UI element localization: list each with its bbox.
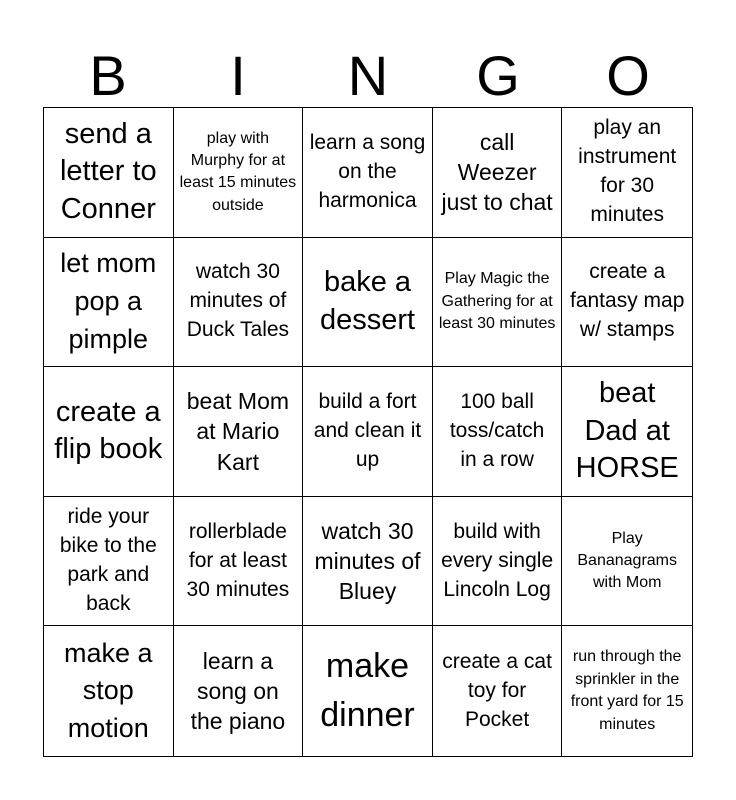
bingo-cell-text: beat Mom at Mario Kart <box>186 387 290 475</box>
bingo-cell-text: bake a dessert <box>319 266 416 336</box>
bingo-cell[interactable] <box>303 108 433 238</box>
bingo-cell[interactable] <box>174 238 304 368</box>
header-letter-b: B <box>89 44 127 107</box>
bingo-cell[interactable] <box>174 367 304 497</box>
bingo-cell[interactable] <box>44 108 174 238</box>
bingo-cell[interactable] <box>433 367 563 497</box>
bingo-cell-text: call Weezer just to chat <box>441 128 553 216</box>
bingo-header <box>43 44 693 108</box>
bingo-cell-text: Play Bananagrams with Mom <box>577 529 677 592</box>
bingo-cell[interactable] <box>303 367 433 497</box>
bingo-cell-text: 100 ball toss/catch in a row <box>449 390 545 471</box>
bingo-cell-text: create a cat toy for Pocket <box>442 649 552 731</box>
bingo-cell[interactable] <box>174 108 304 238</box>
bingo-cell-text: rollerblade for at least 30 minutes <box>186 519 290 601</box>
header-letter-i: I <box>230 44 246 107</box>
bingo-cell[interactable] <box>44 367 174 497</box>
bingo-cell-text: make a stop motion <box>64 637 153 744</box>
bingo-cell-text: create a flip book <box>54 395 163 466</box>
bingo-cell[interactable] <box>562 367 692 497</box>
bingo-cell-text: build with every single Lincoln Log <box>441 519 554 601</box>
bingo-cell[interactable] <box>303 626 433 756</box>
bingo-cell-text: let mom pop a pimple <box>60 248 157 354</box>
bingo-cell[interactable] <box>562 497 692 627</box>
bingo-cell-text: play with Murphy for at least 15 minutes outside <box>179 129 297 214</box>
bingo-cell-text: ride your bike to the park and back <box>59 505 157 616</box>
bingo-cell[interactable] <box>433 626 563 756</box>
bingo-cell-text: play an instrument for 30 minutes <box>578 116 677 227</box>
bingo-cell[interactable] <box>174 626 304 756</box>
bingo-cell[interactable] <box>44 238 174 368</box>
bingo-cell-text: beat Dad at HORSE <box>575 376 679 485</box>
bingo-grid <box>43 107 693 757</box>
bingo-cell[interactable] <box>562 238 692 368</box>
bingo-cell-text: learn a song on the piano <box>190 647 286 735</box>
header-letter-n: N <box>347 44 389 107</box>
bingo-cell[interactable] <box>174 497 304 627</box>
bingo-cell-text: create a fantasy map w/ stamps <box>569 260 685 342</box>
bingo-cell[interactable] <box>433 108 563 238</box>
bingo-cell[interactable] <box>562 108 692 238</box>
bingo-cell-text: run through the sprinkler in the front yard for 15 minutes <box>570 648 684 733</box>
bingo-cell-text: watch 30 minutes of Duck Tales <box>186 260 290 342</box>
bingo-cell[interactable] <box>433 497 563 627</box>
bingo-cell-text: send a letter to Conner <box>59 117 157 226</box>
bingo-cell-text: Play Magic the Gathering for at least 30 minutes <box>438 270 556 333</box>
header-letter-g: G <box>476 44 520 107</box>
bingo-cell[interactable] <box>562 626 692 756</box>
header-letter-o: O <box>606 44 650 107</box>
bingo-cell-text: make dinner <box>320 646 415 735</box>
bingo-cell-text: learn a song on the harmonica <box>309 130 426 212</box>
bingo-cell[interactable] <box>303 497 433 627</box>
bingo-cell[interactable] <box>303 238 433 368</box>
bingo-cell[interactable] <box>44 626 174 756</box>
bingo-cell-text: build a fort and clean it up <box>313 390 422 471</box>
bingo-cell[interactable] <box>44 497 174 627</box>
bingo-cell[interactable] <box>433 238 563 368</box>
bingo-cell-text: watch 30 minutes of Bluey <box>314 517 421 605</box>
